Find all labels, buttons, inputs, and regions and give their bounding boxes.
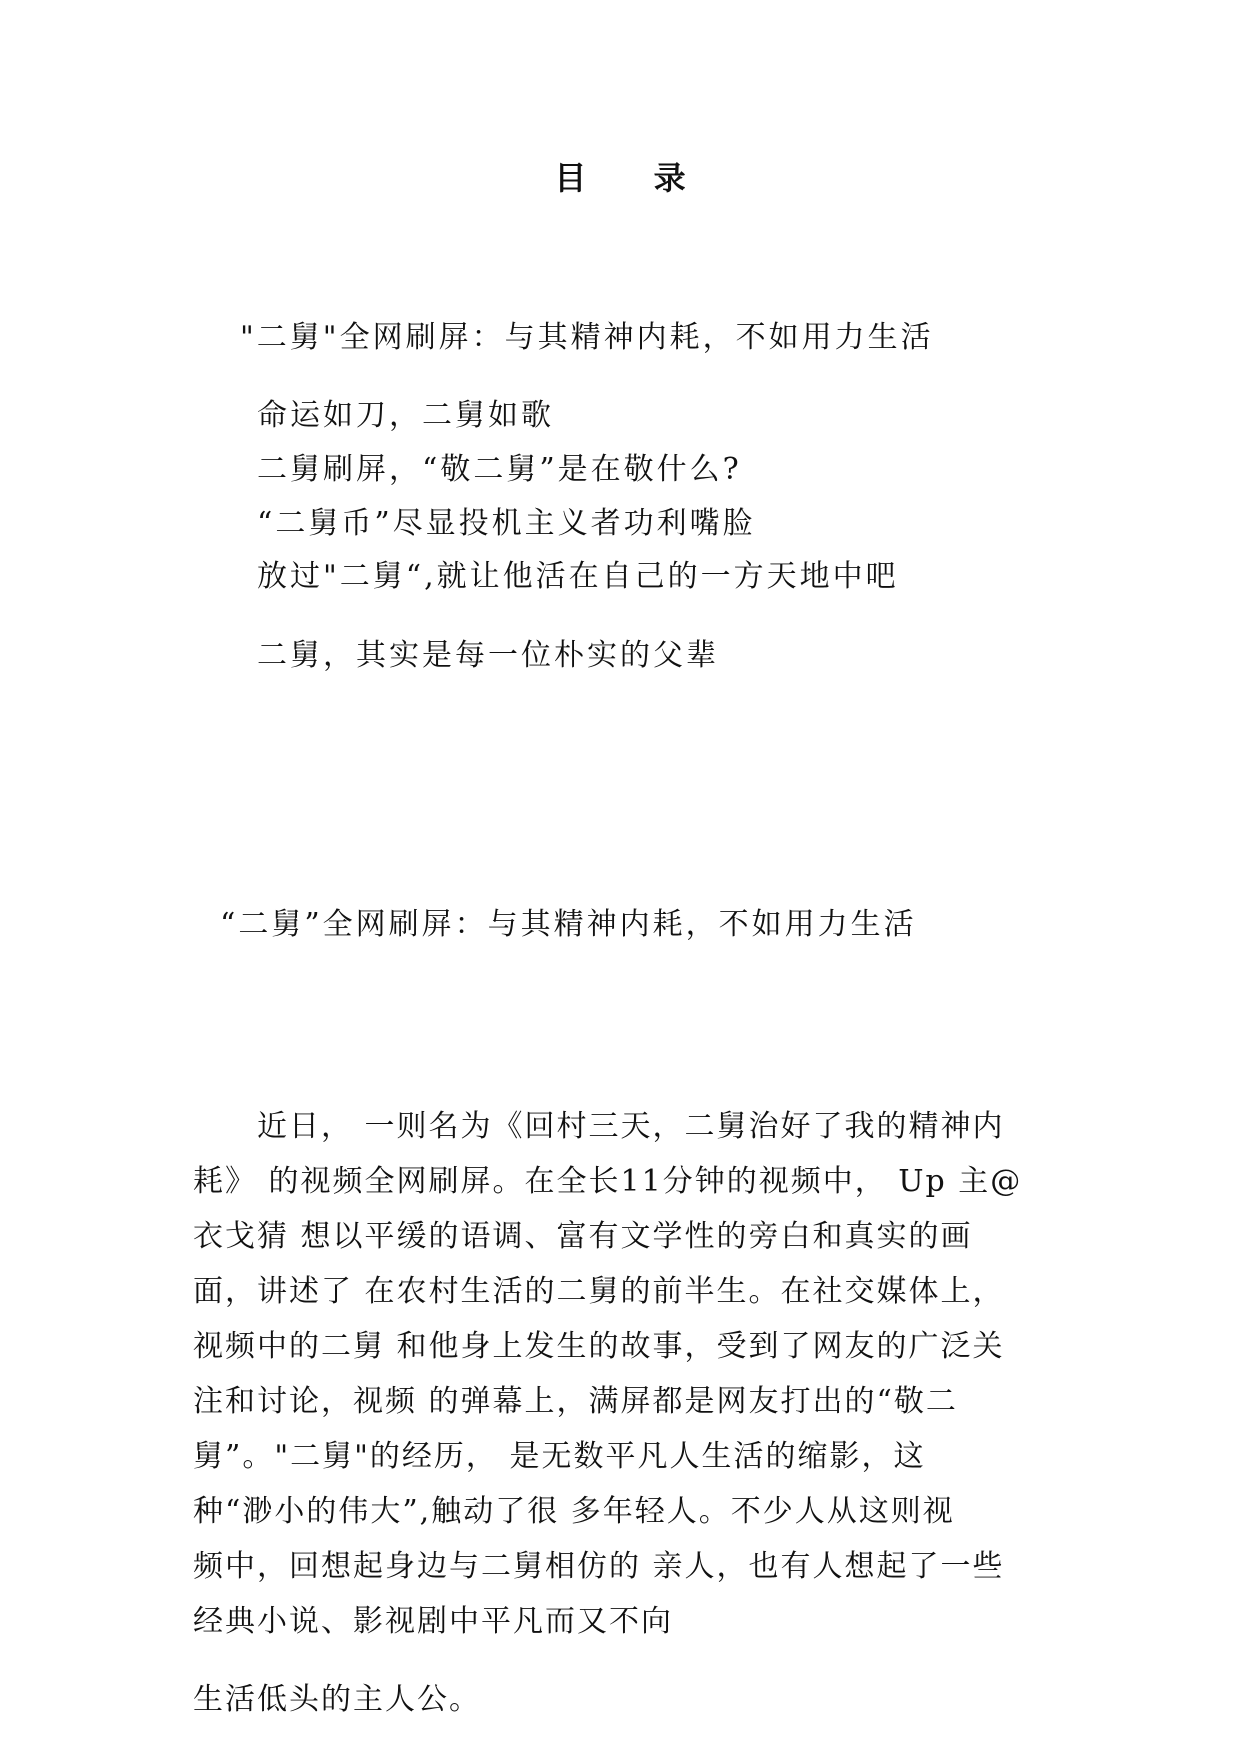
paragraph-line: 舅”。"二舅"的经历， 是无数平凡人生活的缩影，这 bbox=[193, 1439, 926, 1474]
toc-entry-5: 放过"二舅“,就让他活在自己的一方天地中吧 bbox=[257, 559, 899, 594]
paragraph-line: 耗》 的视频全网刷屏。在全长11分钟的视频中， Up 主@ bbox=[193, 1164, 1023, 1199]
toc-entry-2: 命运如刀，二舅如歌 bbox=[257, 398, 554, 433]
toc-entry-4: “二舅币”尽显投机主义者功利嘴脸 bbox=[257, 506, 756, 541]
article-heading: “二舅”全网刷屏：与其精神内耗，不如用力生活 bbox=[220, 907, 917, 942]
toc-title: 目 录 bbox=[554, 159, 714, 197]
paragraph-line: 视频中的二舅 和他身上发生的故事，受到了网友的广泛关 bbox=[193, 1329, 1005, 1364]
paragraph-line: 频中，回想起身边与二舅相仿的 亲人，也有人想起了一些 bbox=[193, 1549, 1005, 1584]
paragraph-line: 经典小说、影视剧中平凡而又不向 bbox=[193, 1604, 673, 1639]
paragraph-line: 面，讲述了 在农村生活的二舅的前半生。在社交媒体上， bbox=[193, 1274, 1005, 1309]
paragraph-line: 衣戈猜 想以平缓的语调、富有文学性的旁白和真实的画 bbox=[193, 1219, 973, 1254]
paragraph-line: 注和讨论，视频 的弹幕上，满屏都是网友打出的“敬二 bbox=[193, 1384, 958, 1419]
toc-entry-3: 二舅刷屏，“敬二舅”是在敬什么? bbox=[257, 452, 742, 487]
toc-entry-1: "二舅"全网刷屏：与其精神内耗，不如用力生活 bbox=[240, 320, 934, 355]
paragraph-line: 生活低头的主人公。 bbox=[193, 1682, 481, 1717]
paragraph-line: 种“渺小的伟大”,触动了很 多年轻人。不少人从这则视 bbox=[193, 1494, 955, 1529]
paragraph-line: 近日， 一则名为《回村三天，二舅治好了我的精神内 bbox=[257, 1109, 1005, 1144]
toc-entry-6: 二舅，其实是每一位朴实的父辈 bbox=[257, 638, 719, 673]
